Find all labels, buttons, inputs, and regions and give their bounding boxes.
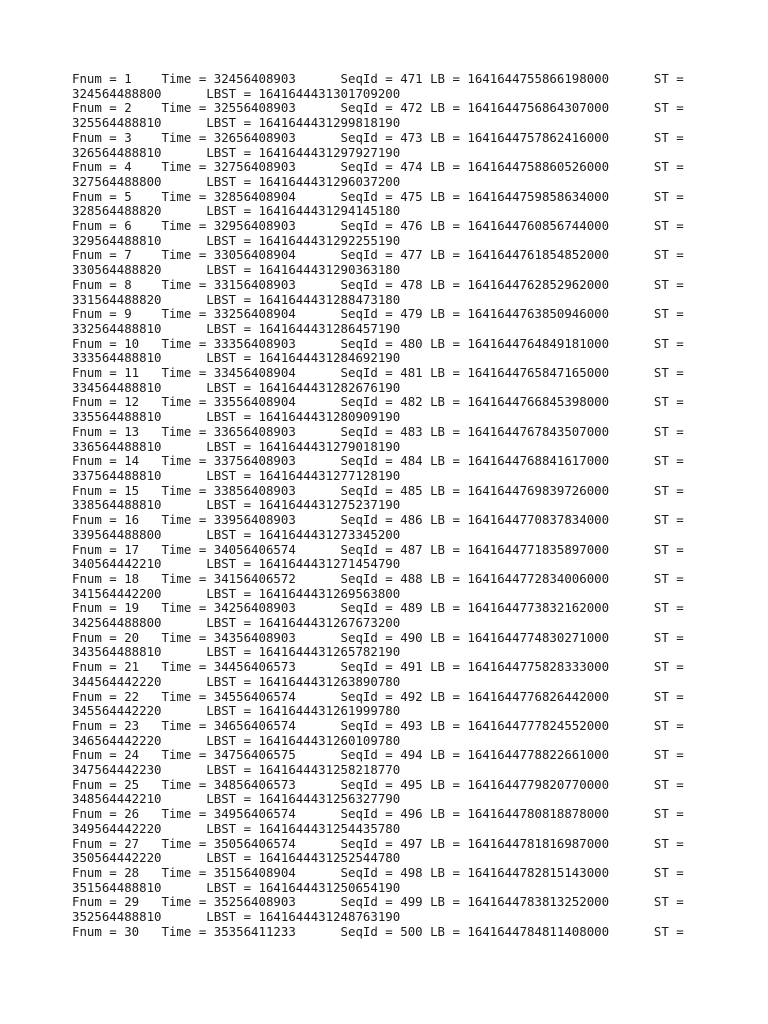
log-entry <box>72 248 692 277</box>
log-entry-continuation: 324564488800 LBST = 1641644431301709200 <box>72 86 401 101</box>
log-entry <box>72 190 692 219</box>
log-entry-line: Fnum = 22 Time = 34556406574 SeqId = 492 LB = 1641644776826442000 ST = <box>72 689 684 704</box>
log-entry <box>72 631 692 660</box>
log-entry-continuation: 328564488820 LBST = 1641644431294145180 <box>72 204 401 219</box>
log-entry-continuation: 327564488800 LBST = 1641644431296037200 <box>72 174 401 189</box>
log-entry <box>72 484 692 513</box>
log-entry-continuation: 333564488810 LBST = 1641644431284692190 <box>72 351 401 366</box>
log-entry-line: Fnum = 10 Time = 33356408903 SeqId = 480 LB = 1641644764849181000 ST = <box>72 336 684 351</box>
log-entry-line: Fnum = 3 Time = 32656408903 SeqId = 473 LB = 1641644757862416000 ST = <box>72 130 684 145</box>
log-entry-line: Fnum = 21 Time = 34456406573 SeqId = 491 LB = 1641644775828333000 ST = <box>72 660 684 675</box>
log-entry <box>72 895 692 924</box>
log-entry-continuation: 341564442200 LBST = 1641644431269563800 <box>72 586 401 601</box>
log-entry-continuation: 347564442230 LBST = 1641644431258218770 <box>72 763 401 778</box>
log-entry-continuation: 335564488810 LBST = 1641644431280909190 <box>72 410 401 425</box>
log-entry-line: Fnum = 19 Time = 34256408903 SeqId = 489 LB = 1641644773832162000 ST = <box>72 601 684 616</box>
log-entry <box>72 866 692 895</box>
log-entry-continuation: 352564488810 LBST = 1641644431248763190 <box>72 910 401 925</box>
log-entry <box>72 719 692 748</box>
log-entry <box>72 307 692 336</box>
log-entry-continuation: 346564442220 LBST = 1641644431260109780 <box>72 733 401 748</box>
log-entry-continuation: 336564488810 LBST = 1641644431279018190 <box>72 439 401 454</box>
log-entry-line: Fnum = 29 Time = 35256408903 SeqId = 499 LB = 1641644783813252000 ST = <box>72 895 684 910</box>
log-entry-line: Fnum = 28 Time = 35156408904 SeqId = 498 LB = 1641644782815143000 ST = <box>72 865 684 880</box>
log-entry-line: Fnum = 7 Time = 33056408904 SeqId = 477 LB = 1641644761854852000 ST = <box>72 248 684 263</box>
log-entry-continuation: 332564488810 LBST = 1641644431286457190 <box>72 321 401 336</box>
log-entry-line: Fnum = 25 Time = 34856406573 SeqId = 495 LB = 1641644779820770000 ST = <box>72 777 684 792</box>
log-entry <box>72 748 692 777</box>
log-entry-line: Fnum = 27 Time = 35056406574 SeqId = 497 LB = 1641644781816987000 ST = <box>72 836 684 851</box>
log-entry-continuation: 329564488810 LBST = 1641644431292255190 <box>72 233 401 248</box>
log-entry-line: Fnum = 12 Time = 33556408904 SeqId = 482 LB = 1641644766845398000 ST = <box>72 395 684 410</box>
log-entry-continuation: 340564442210 LBST = 1641644431271454790 <box>72 557 401 572</box>
log-entry-continuation: 350564442220 LBST = 1641644431252544780 <box>72 851 401 866</box>
log-entry-continuation: 351564488810 LBST = 1641644431250654190 <box>72 880 401 895</box>
log-entry <box>72 337 692 366</box>
log-entry <box>72 778 692 807</box>
log-entry <box>72 131 692 160</box>
log-entry-continuation: 348564442210 LBST = 1641644431256327790 <box>72 792 401 807</box>
log-entry <box>72 690 692 719</box>
log-entry <box>72 278 692 307</box>
log-entry-continuation: 337564488810 LBST = 1641644431277128190 <box>72 468 401 483</box>
log-entry <box>72 543 692 572</box>
log-entry <box>72 72 692 101</box>
log-entry-line: Fnum = 20 Time = 34356408903 SeqId = 490 LB = 1641644774830271000 ST = <box>72 630 684 645</box>
log-entry-continuation: 338564488810 LBST = 1641644431275237190 <box>72 498 401 513</box>
log-entry-line: Fnum = 24 Time = 34756406575 SeqId = 494 LB = 1641644778822661000 ST = <box>72 748 684 763</box>
log-entry-continuation: 349564442220 LBST = 1641644431254435780 <box>72 821 401 836</box>
log-entry <box>72 160 692 189</box>
log-entry <box>72 513 692 542</box>
log-document <box>72 72 692 939</box>
log-entry-continuation: 334564488810 LBST = 1641644431282676190 <box>72 380 401 395</box>
log-entry-continuation: 343564488810 LBST = 1641644431265782190 <box>72 645 401 660</box>
log-entry-line: Fnum = 5 Time = 32856408904 SeqId = 475 LB = 1641644759858634000 ST = <box>72 189 684 204</box>
log-entry-line: Fnum = 13 Time = 33656408903 SeqId = 483 LB = 1641644767843507000 ST = <box>72 424 684 439</box>
log-entry <box>72 395 692 424</box>
log-entry-line: Fnum = 15 Time = 33856408903 SeqId = 485 LB = 1641644769839726000 ST = <box>72 483 684 498</box>
log-entry-continuation: 325564488810 LBST = 1641644431299818190 <box>72 116 401 131</box>
log-entry-line: Fnum = 9 Time = 33256408904 SeqId = 479 LB = 1641644763850946000 ST = <box>72 307 684 322</box>
log-entry <box>72 807 692 836</box>
log-entry <box>72 660 692 689</box>
log-entry-continuation: 345564442220 LBST = 1641644431261999780 <box>72 704 401 719</box>
log-entry <box>72 425 692 454</box>
log-entry-line: Fnum = 2 Time = 32556408903 SeqId = 472 LB = 1641644756864307000 ST = <box>72 101 684 116</box>
log-entry-continuation: 342564488800 LBST = 1641644431267673200 <box>72 616 401 631</box>
log-entry <box>72 837 692 866</box>
log-entry-continuation: 339564488800 LBST = 1641644431273345200 <box>72 527 401 542</box>
log-entry-continuation: 330564488820 LBST = 1641644431290363180 <box>72 263 401 278</box>
log-entry-line: Fnum = 1 Time = 32456408903 SeqId = 471 LB = 1641644755866198000 ST = <box>72 72 684 86</box>
log-entry-line: Fnum = 17 Time = 34056406574 SeqId = 487 LB = 1641644771835897000 ST = <box>72 542 684 557</box>
log-entry-line: Fnum = 4 Time = 32756408903 SeqId = 474 LB = 1641644758860526000 ST = <box>72 160 684 175</box>
log-entry-line: Fnum = 6 Time = 32956408903 SeqId = 476 LB = 1641644760856744000 ST = <box>72 219 684 234</box>
log-entry-line: Fnum = 26 Time = 34956406574 SeqId = 496 LB = 1641644780818878000 ST = <box>72 807 684 822</box>
log-entry-continuation: 344564442220 LBST = 1641644431263890780 <box>72 674 401 689</box>
log-entry-line: Fnum = 23 Time = 34656406574 SeqId = 493 LB = 1641644777824552000 ST = <box>72 718 684 733</box>
log-entry <box>72 601 692 630</box>
log-entry <box>72 572 692 601</box>
log-entry-line: Fnum = 11 Time = 33456408904 SeqId = 481 LB = 1641644765847165000 ST = <box>72 366 684 381</box>
log-entry-line: Fnum = 18 Time = 34156406572 SeqId = 488 LB = 1641644772834006000 ST = <box>72 571 684 586</box>
log-entry-continuation: 326564488810 LBST = 1641644431297927190 <box>72 145 401 160</box>
log-entry <box>72 101 692 130</box>
log-entry-continuation: 331564488820 LBST = 1641644431288473180 <box>72 292 401 307</box>
log-entry-line: Fnum = 30 Time = 35356411233 SeqId = 500 LB = 1641644784811408000 ST = <box>72 924 684 939</box>
log-entry <box>72 454 692 483</box>
log-entry <box>72 219 692 248</box>
log-entry-line: Fnum = 8 Time = 33156408903 SeqId = 478 LB = 1641644762852962000 ST = <box>72 277 684 292</box>
log-entry <box>72 366 692 395</box>
log-entry <box>72 925 692 940</box>
log-entry-line: Fnum = 14 Time = 33756408903 SeqId = 484 LB = 1641644768841617000 ST = <box>72 454 684 469</box>
log-entry-line: Fnum = 16 Time = 33956408903 SeqId = 486 LB = 1641644770837834000 ST = <box>72 513 684 528</box>
